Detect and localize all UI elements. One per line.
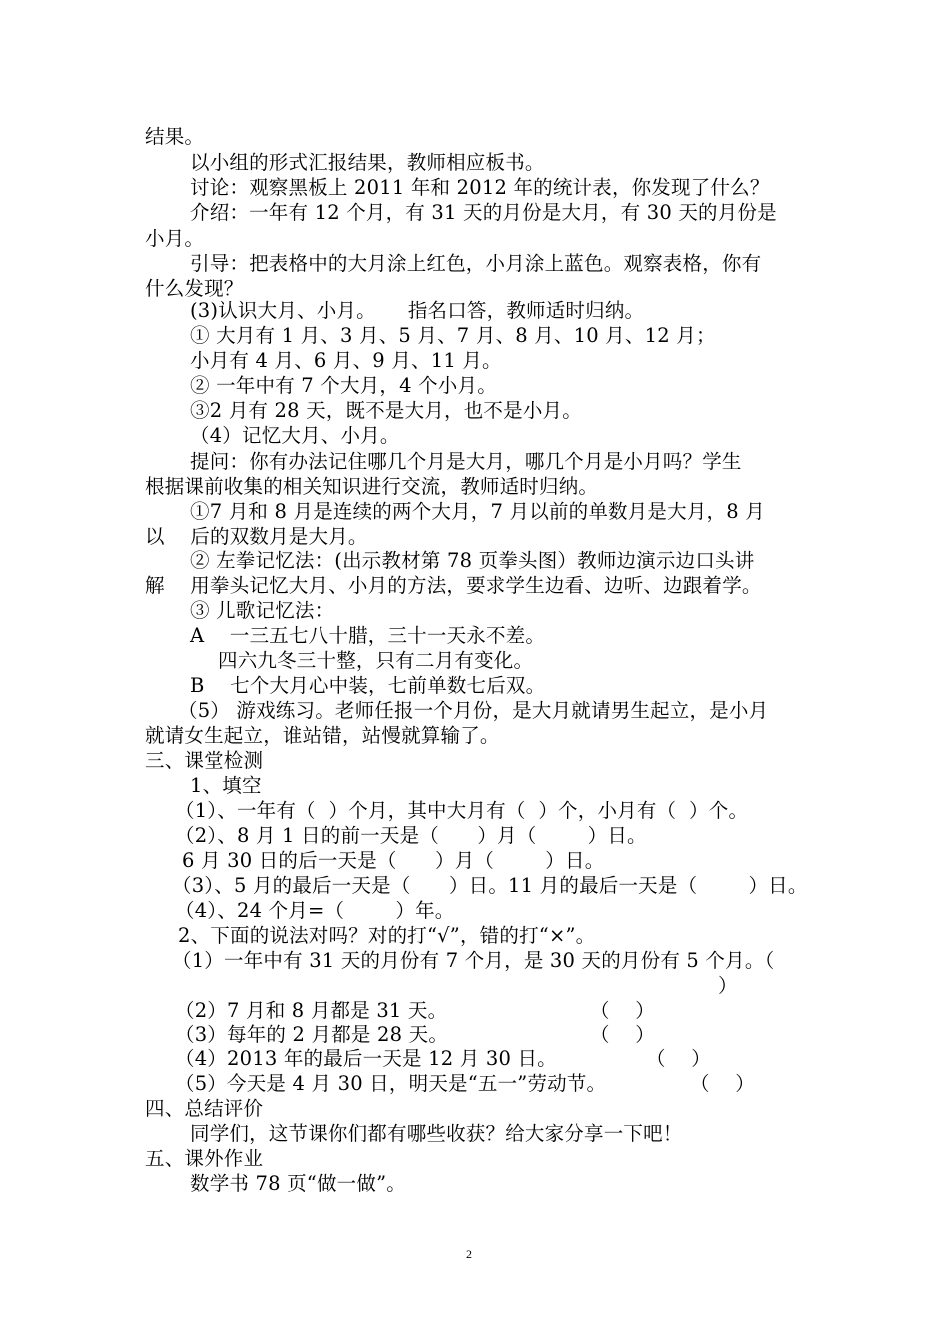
text-line: ③ 儿歌记忆法： — [190, 599, 335, 622]
answer-bracket: （ ） — [646, 1047, 711, 1070]
text-line: （2）7 月和 8 月都是 31 天。 — [175, 999, 448, 1022]
text-line: （1）、一年有（ ）个月，其中大月有（ ）个，小月有（ ）个。 — [175, 799, 749, 822]
text-line: （3）每年的 2 月都是 28 天。 — [175, 1023, 449, 1046]
text-line: （5）今天是 4 月 30 日，明天是“五一”劳动节。 — [175, 1072, 607, 1095]
text-line: 根据课前收集的相关知识进行交流，教师适时归纳。 — [145, 475, 599, 498]
answer-bracket: （ ） — [690, 1072, 755, 1095]
text-line: 讨论：观察黑板上 2011 年和 2012 年的统计表，你发现了什么？ — [190, 176, 770, 199]
section-heading: 五、课外作业 — [145, 1147, 264, 1170]
answer-bracket: （ ） — [590, 1023, 655, 1046]
text-line: 引导：把表格中的大月涂上红色，小月涂上蓝色。观察表格，你有 — [190, 252, 762, 275]
text-line: （4）、24 个月=（ ）年。 — [175, 899, 455, 922]
text-line: 以 后的双数月是大月。 — [145, 525, 368, 548]
text-line: ② 一年中有 7 个大月，4 个小月。 — [190, 374, 497, 397]
answer-bracket: （ ） — [590, 999, 655, 1022]
text-line: 1、填空 — [190, 774, 262, 797]
text-line: 四六九冬三十整，只有二月有变化。 — [218, 649, 534, 672]
text-line: ① 大月有 1 月、3 月、5 月、7 月、8 月、10 月、12 月； — [190, 324, 716, 347]
page-number: 2 — [466, 1247, 472, 1261]
text-line: （4）2013 年的最后一天是 12 月 30 日。 — [175, 1047, 557, 1070]
text-line: （2）、8 月 1 日的前一天是（ ）月（ ）日。 — [175, 824, 647, 847]
text-line: （1）一年中有 31 天的月份有 7 个月，是 30 天的月份有 5 个月。（ — [172, 949, 775, 972]
text-line: 同学们，这节课你们都有哪些收获？给大家分享一下吧！ — [190, 1122, 683, 1145]
section-heading: 三、课堂检测 — [145, 749, 264, 772]
text-line: ） — [718, 974, 738, 997]
text-line: 小月有 4 月、6 月、9 月、11 月。 — [190, 349, 502, 372]
text-line: （4）记忆大月、小月。 — [190, 424, 400, 447]
text-line: 结果。 — [145, 125, 205, 148]
text-line: 就请女生起立，谁站错，站慢就算输了。 — [145, 724, 500, 747]
text-line: B 七个大月心中装，七前单数七后双。 — [190, 674, 546, 697]
text-line: ② 左拳记忆法：(出示教材第 78 页拳头图）教师边演示边口头讲 — [190, 549, 755, 572]
text-line: 什么发现？ — [145, 277, 244, 300]
text-line: ③2 月有 28 天，既不是大月，也不是小月。 — [190, 399, 582, 422]
text-line: 以小组的形式汇报结果，教师相应板书。 — [190, 151, 545, 174]
text-line: 解 用拳头记忆大月、小月的方法，要求学生边看、边听、边跟着学。 — [145, 574, 762, 597]
text-line: （3）、5 月的最后一天是（ ）日。11 月的最后一天是（ ）日。 — [172, 874, 808, 897]
text-line: 小月。 — [145, 227, 205, 250]
section-heading: 四、总结评价 — [145, 1097, 264, 1120]
text-line: (3)认识大月、小月。 指名口答，教师适时归纳。 — [190, 299, 645, 322]
text-line: 6 月 30 日的后一天是（ ）月（ ）日。 — [182, 849, 605, 872]
text-line: 数学书 78 页“做一做”。 — [190, 1172, 406, 1195]
text-line: 提问：你有办法记住哪几个月是大月，哪几个月是小月吗？学生 — [190, 450, 742, 473]
text-line: 2、下面的说法对吗？对的打“√”，错的打“×”。 — [178, 924, 596, 947]
text-line: ①7 月和 8 月是连续的两个大月，7 月以前的单数月是大月，8 月 — [190, 500, 765, 523]
text-line: A 一三五七八十腊，三十一天永不差。 — [190, 624, 546, 647]
text-line: （5） 游戏练习。老师任报一个月份，是大月就请男生起立，是小月 — [178, 699, 769, 722]
text-line: 介绍：一年有 12 个月，有 31 天的月份是大月，有 30 天的月份是 — [190, 201, 777, 224]
